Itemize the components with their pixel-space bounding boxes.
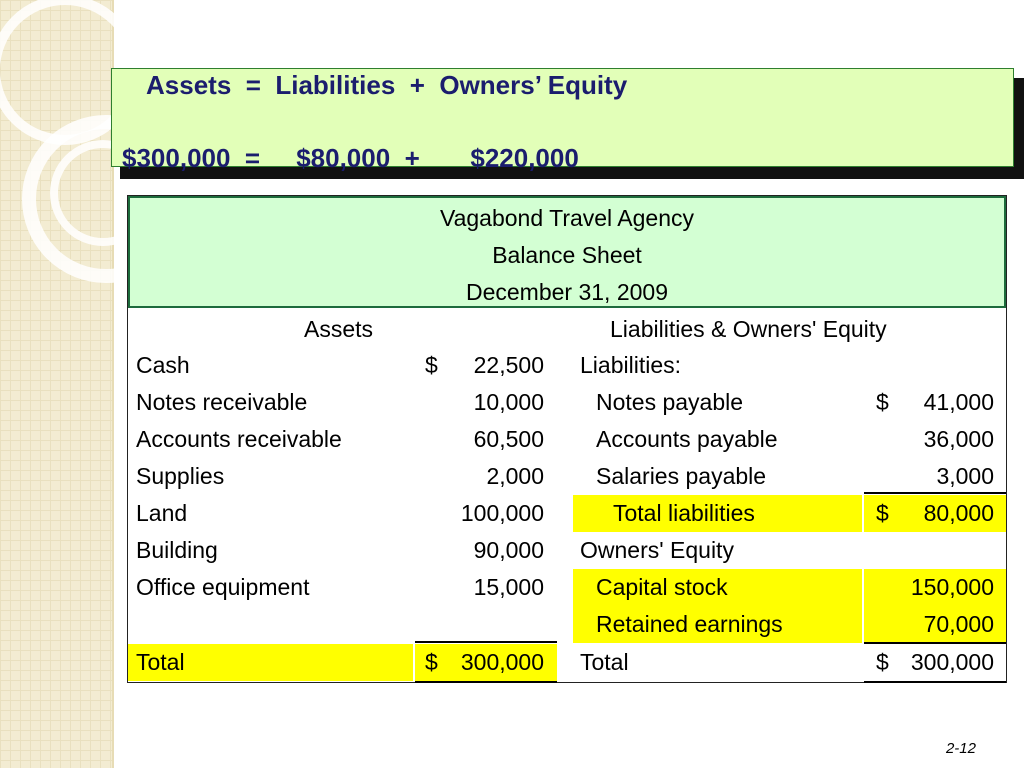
liability-label: Notes payable bbox=[596, 389, 744, 415]
asset-label: Accounts receivable bbox=[136, 426, 342, 452]
assets-column-heading: Assets bbox=[304, 316, 374, 342]
total-liabilities-cell bbox=[864, 495, 1006, 532]
asset-amount: 22,500 bbox=[473, 352, 544, 378]
page-number: 2-12 bbox=[945, 740, 976, 757]
asset-label: Office equipment bbox=[136, 574, 310, 600]
company-name: Vagabond Travel Agency bbox=[439, 205, 695, 231]
liability-dollar-sign: $ bbox=[876, 389, 889, 415]
asset-label: Land bbox=[136, 500, 188, 526]
asset-label: Supplies bbox=[136, 463, 225, 489]
le-total-bottom-rule bbox=[864, 681, 1006, 683]
le-total-label: Total bbox=[580, 649, 629, 675]
statement-date: December 31, 2009 bbox=[465, 279, 668, 305]
liability-amount: 36,000 bbox=[923, 426, 994, 452]
assets-total-label: Total bbox=[128, 644, 413, 681]
asset-dollar-sign: $ bbox=[425, 352, 438, 378]
total-liabilities-amount: 80,000 bbox=[923, 500, 994, 526]
liability-label: Salaries payable bbox=[596, 463, 767, 489]
equity-amount: 150,000 bbox=[864, 569, 1006, 606]
equity-amount: 70,000 bbox=[864, 606, 1006, 643]
asset-amount: 90,000 bbox=[473, 537, 544, 563]
equity-label: Capital stock bbox=[573, 569, 862, 606]
le-total-amount: 300,000 bbox=[910, 649, 994, 675]
total-liabilities-top-rule bbox=[864, 492, 1006, 494]
total-liabilities-label: Total liabilities bbox=[573, 495, 862, 532]
le-total-cell bbox=[864, 644, 1006, 681]
asset-label: Building bbox=[136, 537, 218, 563]
liabilities-equity-column-heading: Liabilities & Owners' Equity bbox=[610, 316, 887, 342]
balance-sheet bbox=[127, 195, 1007, 683]
total-liabilities-dollar-sign: $ bbox=[876, 500, 889, 526]
asset-amount: 10,000 bbox=[473, 389, 544, 415]
asset-amount: 2,000 bbox=[486, 463, 544, 489]
asset-amount: 15,000 bbox=[473, 574, 544, 600]
asset-amount: 100,000 bbox=[460, 500, 544, 526]
equation-values: $300,000 = $80,000 + $220,000 bbox=[122, 143, 579, 173]
assets-total-amount: 300,000 bbox=[460, 649, 544, 675]
assets-total-dollar-sign: $ bbox=[425, 649, 438, 675]
asset-amount: 60,500 bbox=[473, 426, 544, 452]
le-total-dollar-sign: $ bbox=[876, 649, 889, 675]
assets-total-top-rule bbox=[415, 641, 557, 643]
liabilities-heading: Liabilities: bbox=[580, 352, 681, 378]
equity-label: Retained earnings bbox=[573, 606, 862, 643]
liability-label: Accounts payable bbox=[596, 426, 778, 452]
asset-label: Cash bbox=[136, 352, 190, 378]
liability-amount: 41,000 bbox=[923, 389, 994, 415]
assets-total-bottom-rule bbox=[415, 681, 557, 683]
liability-amount: 3,000 bbox=[936, 463, 994, 489]
owners-equity-heading: Owners' Equity bbox=[580, 537, 734, 563]
balance-sheet-header bbox=[128, 196, 1006, 308]
equation-formula: Assets = Liabilities + Owners’ Equity bbox=[146, 70, 628, 100]
assets-total-cell bbox=[415, 644, 557, 681]
asset-label: Notes receivable bbox=[136, 389, 308, 415]
statement-title: Balance Sheet bbox=[492, 242, 642, 268]
